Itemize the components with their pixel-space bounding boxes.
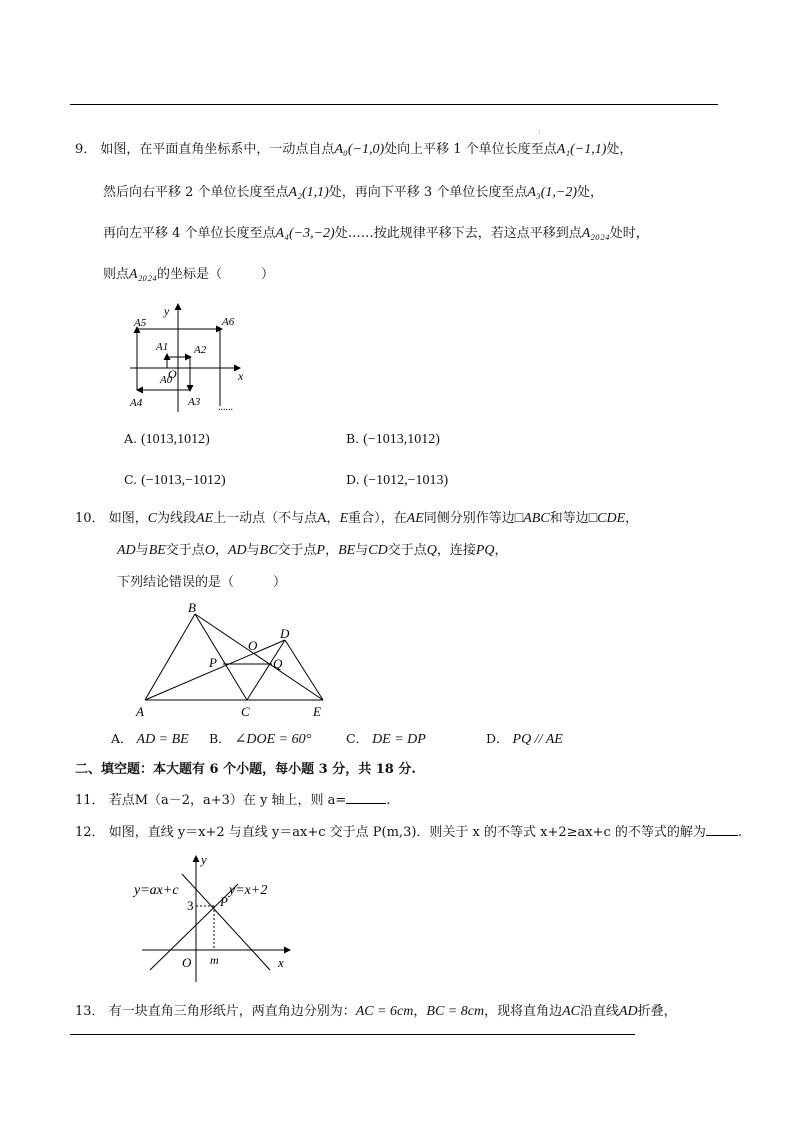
q10-label-c: C (241, 704, 250, 719)
q9-line-1: 9． 如图，在平面直角坐标系中，一动点自点A₀(−1,0)处向上平移 1 个单位长度至点A₁(−1,1)处， (75, 142, 633, 157)
q9-point-a0: A₀(−1,0) (334, 142, 385, 157)
q12-figure (130, 852, 300, 987)
q10-label-e: E (313, 704, 321, 719)
q9-line-2: 然后向右平移 2 个单位长度至点A₂(1,1)处，再向下平移 3 个单位长度至点A₃(1,−2)处， (103, 185, 604, 200)
q9-option-a[interactable]: A. (1013,1012) (124, 431, 210, 447)
q9-label-a2: A2 (194, 344, 207, 356)
q9-point-a3: A₃(1,−2) (527, 185, 578, 200)
q9-label-a3: A3 (188, 396, 201, 408)
q9-label-y: y (164, 304, 170, 318)
q9-label-a5: A5 (134, 317, 147, 329)
q10-option-c[interactable]: C． DE = DP (346, 731, 426, 747)
q9-label-a1: A1 (156, 341, 169, 353)
q11-answer-blank[interactable] (346, 789, 386, 804)
q10-label-b: B (188, 600, 196, 615)
footer-rule (70, 1034, 635, 1035)
q10-seg-ab (145, 614, 195, 700)
q9-number: 9． (75, 142, 97, 157)
q9-label-o: O (168, 367, 177, 381)
q10-line-2: AD与BE交于点O，AD与BC交于点P，BE与CD交于点Q，连接PQ， (117, 543, 508, 558)
q10-option-d[interactable]: D． PQ // AE (486, 731, 563, 747)
q10-label-p: P (209, 655, 217, 670)
q9-point-a2: A₂(1,1) (288, 185, 329, 200)
q11: 11． 若点M（a－2，a+3）在 y 轴上，则 a= . (75, 789, 390, 811)
q12-label-x: x (278, 955, 284, 970)
q10-number: 10． (75, 511, 105, 526)
q9-line-4: 则点A₂₀₂₄的坐标是（ ） (103, 267, 275, 282)
q9-label-x: x (238, 369, 244, 383)
q10-label-o: O (248, 638, 258, 653)
q10-option-a[interactable]: A． AD = BE (111, 731, 189, 747)
q12-label-line2: y=x+2 (229, 883, 268, 898)
q9-point-a1: A₁(−1,1) (556, 142, 607, 157)
q9-point-a2024: A₂₀₂₄ (581, 226, 610, 241)
page-mark: : (538, 128, 541, 136)
q10-figure (135, 600, 335, 720)
q10-label-d: D (280, 626, 290, 641)
q9-option-c[interactable]: C. (−1013,−1012) (124, 472, 226, 488)
q9-label-dots: ...... (218, 402, 233, 413)
q10-seg-bc (195, 614, 247, 700)
q10-seg-ad (145, 640, 285, 700)
q10-line-3: 下列结论错误的是（ ） (117, 575, 287, 590)
q13: 13． 有一块直角三角形纸片，两直角边分别为：AC = 6cm，BC = 8cm，现将直角边AC沿直线AD折叠， (75, 1004, 677, 1019)
q9-label-a6: A6 (222, 316, 235, 328)
header-rule (70, 104, 718, 105)
q9-option-b[interactable]: B. (−1013,1012) (346, 431, 440, 447)
q12: 12． 如图，直线 y＝x+2 与直线 y＝ax+c 交于点 P(m,3)．则关于 x 的不等式 x+2≥ax+c 的不等式的解为 . (75, 821, 742, 843)
q9-option-d[interactable]: D. (−1012,−1013) (346, 472, 449, 488)
q10-line-1: 10． 如图，C为线段AE上一动点（不与点A，E重合），在AE同侧分别作等边□ABC和等边□CDE， (75, 511, 639, 526)
q12-label-p: P (220, 894, 228, 909)
q12-label-3: 3 (187, 898, 194, 913)
q10-option-b[interactable]: B． ∠DOE = 60° (209, 731, 312, 747)
q12-label-line1: y=ax+c (134, 883, 179, 898)
q9-figure (122, 300, 257, 415)
q10-seg-de (285, 640, 323, 700)
q9-point-a4: A₄(−3,−2) (275, 226, 335, 241)
q10-label-q: Q (273, 656, 283, 671)
q9-label-a0: A0 (160, 374, 173, 386)
q10-label-a: A (136, 704, 144, 719)
q12-label-m: m (210, 953, 219, 967)
q9-line-3: 再向左平移 4 个单位长度至点A₄(−3,−2)处……按此规律平移下去，若这点平移到点A₂₀₂₄处时， (103, 226, 649, 241)
q12-answer-blank[interactable] (706, 821, 738, 836)
q12-label-o: O (182, 955, 192, 970)
section-2-title: 二、填空题：本大题有 6 个小题，每小题 3 分，共 18 分. (75, 762, 416, 777)
q12-label-y: y (201, 852, 207, 867)
q9-label-a4: A4 (130, 397, 143, 409)
